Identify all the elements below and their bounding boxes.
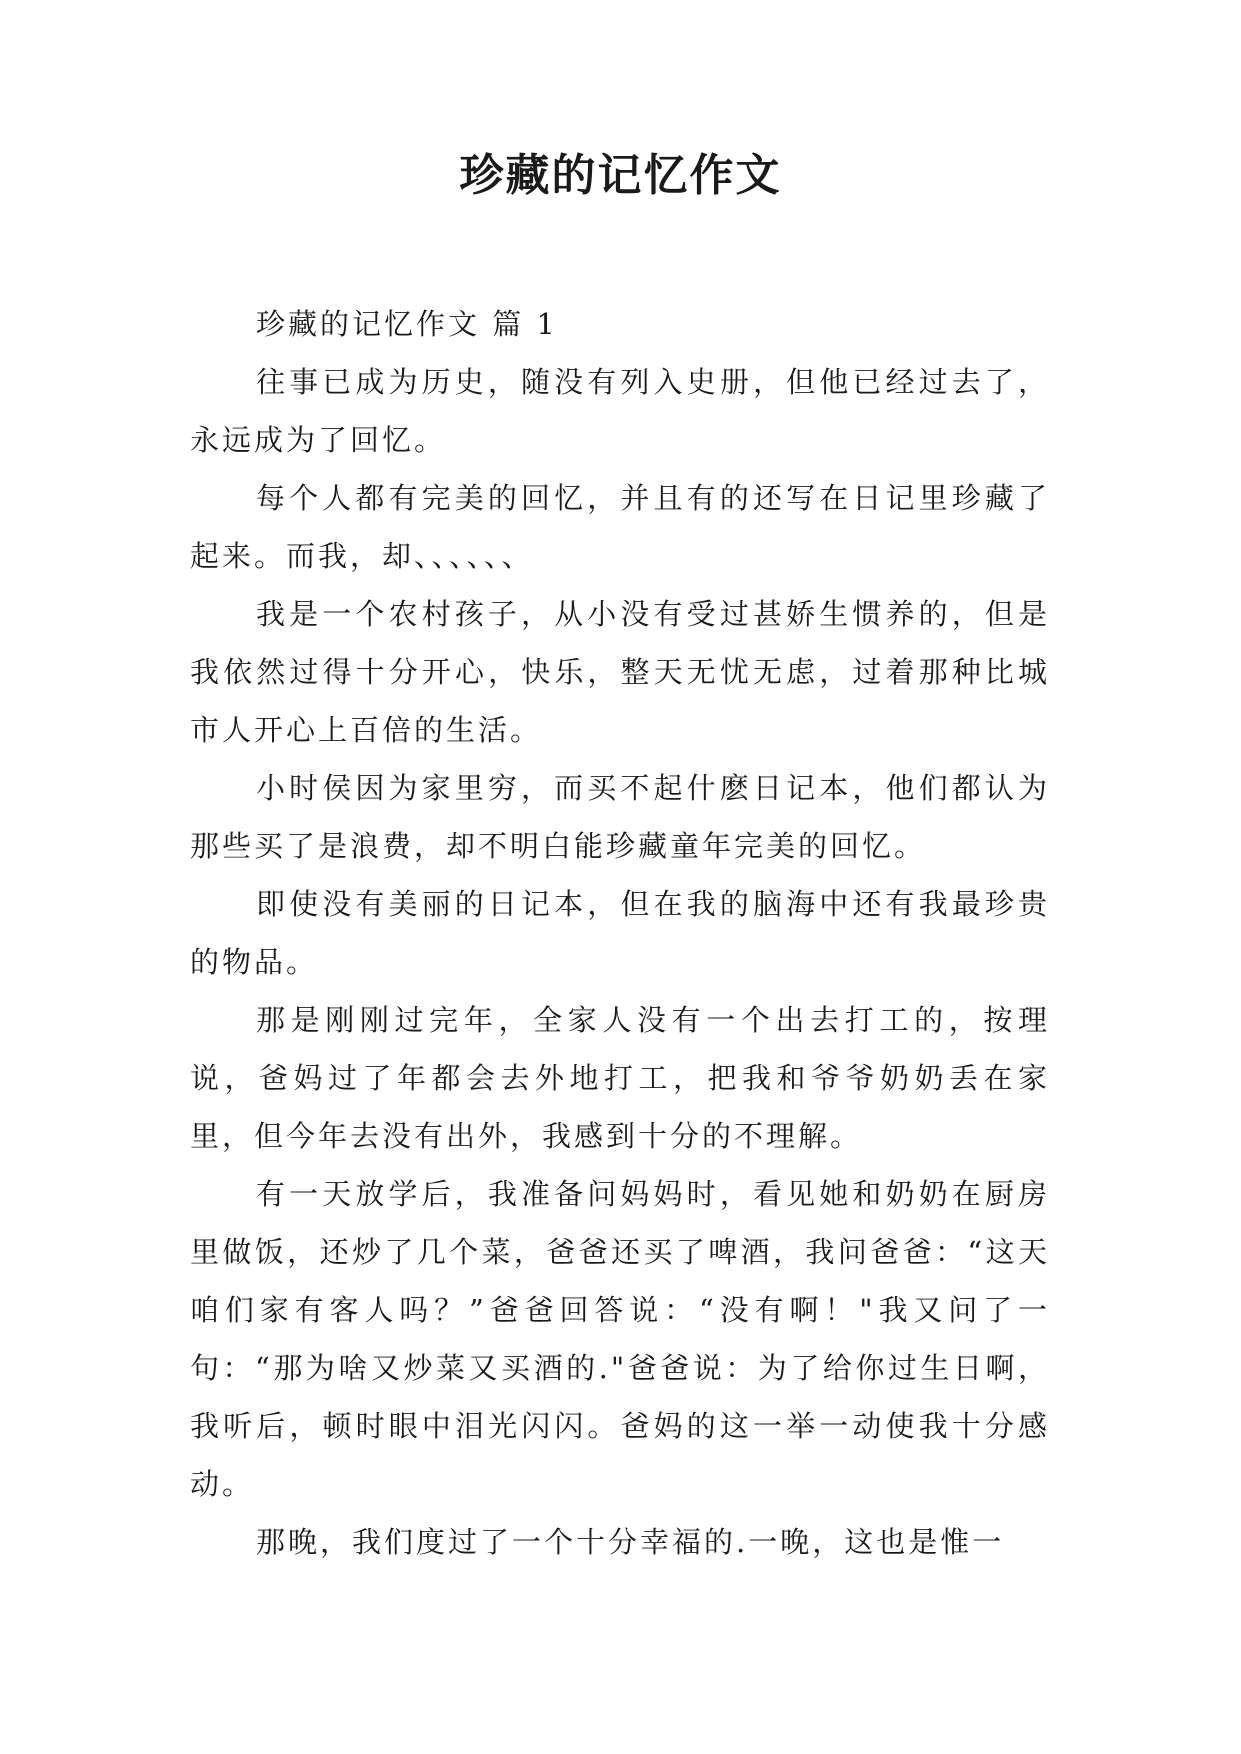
document-body bbox=[190, 295, 1050, 1571]
paragraph: 我是一个农村孩子，从小没有受过甚娇生惯养的，但是我依然过得十分开心，快乐，整天无忧无虑，过着那种比城市人开心上百倍的生活。 bbox=[190, 597, 1050, 747]
paragraph: 小时侯因为家里穷，而买不起什麽日记本，他们都认为那些买了是浪费，却不明白能珍藏童年完美的回忆。 bbox=[190, 771, 1050, 863]
paragraph: 往事已成为历史，随没有列入史册，但他已经过去了，永远成为了回忆。 bbox=[190, 365, 1050, 457]
paragraph: 每个人都有完美的回忆，并且有的还写在日记里珍藏了起来。而我，却、、、、、、 bbox=[190, 481, 1050, 573]
document-title: 珍藏的记忆作文 bbox=[459, 150, 782, 201]
paragraph: 那是刚刚过完年，全家人没有一个出去打工的，按理说，爸妈过了年都会去外地打工，把我和爷爷奶奶丢在家里，但今年去没有出外，我感到十分的不理解。 bbox=[190, 1003, 1050, 1153]
paragraph: 那晚，我们度过了一个十分幸福的.一晚，这也是惟一 bbox=[256, 1525, 1005, 1559]
paragraph-section-heading: 珍藏的记忆作文 篇 1 bbox=[256, 307, 558, 341]
paragraph: 即使没有美丽的日记本，但在我的脑海中还有我最珍贵的物品。 bbox=[190, 887, 1050, 979]
paragraph: 有一天放学后，我准备问妈妈时，看见她和奶奶在厨房里做饭，还炒了几个菜，爸爸还买了啤酒，我问爸爸：“这天咱们家有客人吗？”爸爸回答说：“没有啊！"我又问了一句：“那为啥又炒菜又买酒的."爸爸说：为了给你过生日啊，我听后，顿时眼中泪光闪闪。爸妈的这一举一动使我十分感动。 bbox=[190, 1177, 1050, 1501]
